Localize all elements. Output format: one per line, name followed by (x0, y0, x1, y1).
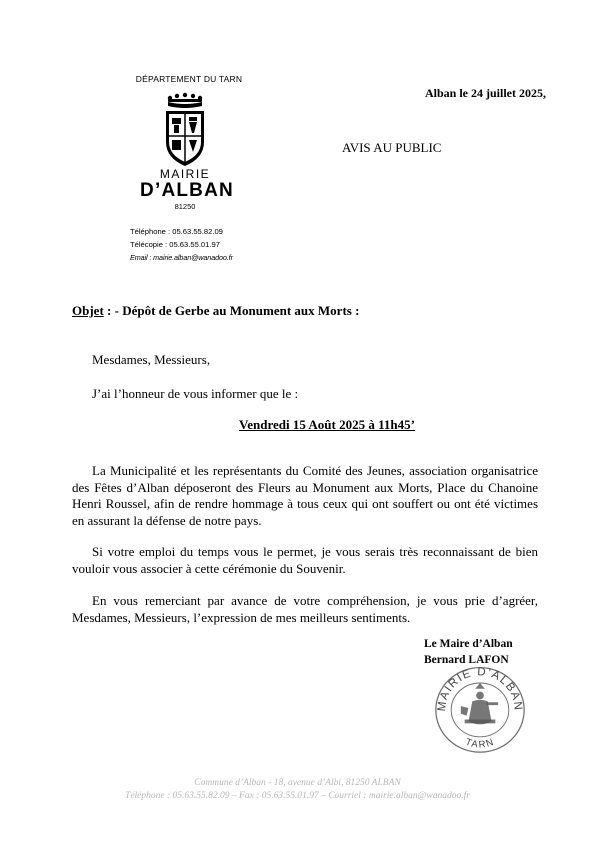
subject-text: : - Dépôt de Gerbe au Monument aux Morts : (103, 303, 360, 318)
postcode: 81250 (174, 202, 196, 211)
official-stamp-icon (432, 660, 528, 756)
contact-block (130, 225, 270, 264)
fax-number: Télécopie : 05.63.55.01.97 (130, 240, 220, 249)
svg-text:TARN (464, 737, 496, 751)
date-line: Alban le 24 juillet 2025, (424, 86, 546, 100)
footer-address: Commune d’Alban - 18, avenue d’Albi, 81250 ALBAN (194, 778, 401, 788)
department-name: DÉPARTEMENT DU TARN (135, 74, 243, 84)
stamp-top-text: MAIRIE D’ALBAN (436, 666, 524, 712)
footer-contact: Téléphone : 05.63.55.82.09 – Fax : 05.63.55.01.97 – Courriel : mairie.alban@wanadoo.fr (125, 791, 470, 801)
town-crest-icon (160, 92, 210, 172)
event-date: Vendredi 15 Août 2025 à 11h45’ (239, 417, 415, 432)
email-address[interactable]: Email : mairie.alban@wanadoo.fr (130, 253, 233, 262)
mairie-label: MAIRIE (159, 167, 211, 181)
body-paragraph-invitation: Si votre emploi du temps vous le permet, je vous serais très reconnaissant de bien vouloir vous associer à cette cérémonie du Souvenir. (72, 544, 538, 576)
body-paragraph-announcement: La Municipalité et les représentants du Comité des Jeunes, association organisatrice des Fêtes d’Alban déposeront des Fleurs au Monument aux Morts, Place du Chanoine Henri Roussel, afin de rendre hommage à tous ceux qui ont souffert ou ont été victimes en assurant la défense de notre pays. (72, 463, 538, 528)
signer-name: Bernard LAFON (424, 654, 509, 666)
footer (0, 777, 595, 803)
intro-line: J’ai l’honneur de vous informer que le : (92, 386, 299, 401)
town-name: D’ALBAN (140, 180, 234, 201)
body-paragraph-closing: En vous remerciant par avance de votre compréhension, je vous prie d’agréer, Mesdames, Messieurs, l’expression de mes meilleurs sentiments. (72, 593, 538, 625)
notice-title: AVIS AU PUBLIC (342, 140, 442, 155)
subject-label: Objet (72, 303, 104, 318)
salutation: Mesdames, Messieurs, (92, 352, 211, 367)
signer-title: Le Maire d’Alban (424, 638, 513, 650)
subject-line (72, 303, 359, 319)
stamp-bottom-text: TARN (463, 736, 497, 751)
phone-number: Téléphone : 05.63.55.82.09 (130, 227, 223, 236)
